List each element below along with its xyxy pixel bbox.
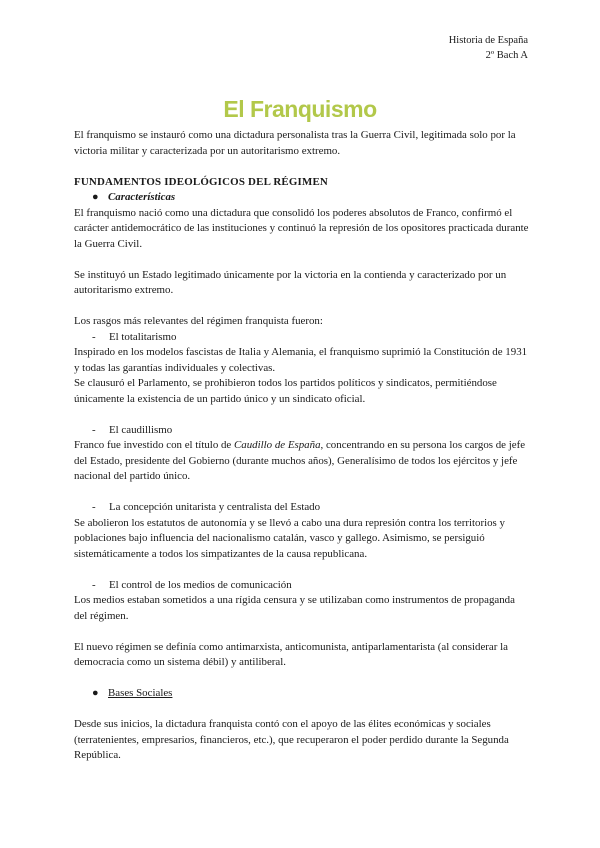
dash-label: La concepción unitarista y centralista del Estado	[109, 501, 321, 513]
bullet-label: Características	[108, 191, 176, 203]
dash-label: El caudillismo	[109, 423, 173, 436]
paragraph: Se clausuró el Parlamento, se prohibieron todos los partidos políticos y sindicatos, permitiéndose únicamente la existencia de un partido único y un sindicato oficial.	[74, 377, 497, 405]
header-course: 2º Bach A	[485, 50, 528, 61]
paragraph: Inspirado en los modelos fascistas de Italia y Alemania, el franquismo suprimió la Constitución de 1931 y todas las garantías individuales y colectivas.	[74, 346, 528, 374]
dash-item-totalitarismo	[74, 330, 530, 346]
intro-paragraph: El franquismo se instauró como una dictadura personalista tras la Guerra Civil, legitimada solo por la victoria militar y caracterizada por un autoritarismo extremo.	[74, 129, 516, 157]
text-run: Franco fue investido con el título de	[74, 439, 234, 451]
bullet-bases-sociales	[74, 686, 530, 702]
paragraph: Los medios estaban sometidos a una rígida censura y se utilizaban como instrumentos de propaganda del régimen.	[74, 594, 515, 622]
dash-icon: -	[92, 501, 96, 513]
bullet-characteristics	[74, 190, 530, 206]
paragraph: Desde sus inicios, la dictadura franquista contó con el apoyo de las élites económicas y sociales (terratenientes, empresarios, financieros, etc.), que recuperaron el poder perdido durante la Segunda República.	[74, 718, 509, 761]
dash-label: El totalitarismo	[109, 330, 177, 343]
dash-label: El control de los medios de comunicación	[109, 578, 292, 591]
dash-item-unitarista	[74, 500, 530, 516]
paragraph: Se abolieron los estatutos de autonomía y se llevó a cabo una dura represión contra los territorios y poblaciones bajo influencia del nacionalismo catalán, vasco y gallego. Asimismo, se persiguió sistemáticamente a todos los simpatizantes de la causa republicana.	[74, 516, 505, 560]
dash-item-caudillismo	[74, 423, 530, 439]
paragraph: Se instituyó un Estado legitimado únicamente por la victoria en la contienda y caracterizado por un autoritarismo extremo.	[74, 268, 507, 296]
paragraph: El franquismo nació como una dictadura que consolidó los poderes absolutos de Franco, confirmó el carácter antidemocrático de las instituciones y continuó la represión de los opositores practicada durante la Guerra Civil.	[74, 206, 529, 250]
dash-icon: -	[92, 578, 96, 591]
paragraph: El nuevo régimen se definía como antimarxista, anticomunista, antiparlamentarista (al considerar la democracia como un sistema débil) y antiliberal.	[74, 640, 508, 668]
document-title: El Franquismo	[223, 96, 377, 122]
dash-icon: -	[92, 423, 96, 436]
emphasis-text: Caudillo de España	[234, 439, 321, 451]
paragraph: Los rasgos más relevantes del régimen franquista fueron:	[74, 315, 323, 327]
document-body	[74, 128, 530, 764]
bullet-icon: ●	[92, 191, 99, 203]
bullet-icon: ●	[92, 687, 99, 699]
header-subject: Historia de España	[448, 35, 528, 46]
text-run: , concentrando en su persona los cargos de jefe del Estado, presidente del Gobierno (durante muchos años), Generalísimo de todos los ejércitos y jefe nacional del partido único.	[74, 439, 526, 482]
section-heading: FUNDAMENTOS IDEOLÓGICOS DEL RÉGIMEN	[74, 175, 328, 188]
paragraph	[74, 438, 530, 485]
dash-item-medios	[74, 578, 530, 594]
page-header	[449, 33, 528, 63]
dash-icon: -	[92, 330, 96, 343]
bullet-label: Bases Sociales	[108, 687, 173, 699]
